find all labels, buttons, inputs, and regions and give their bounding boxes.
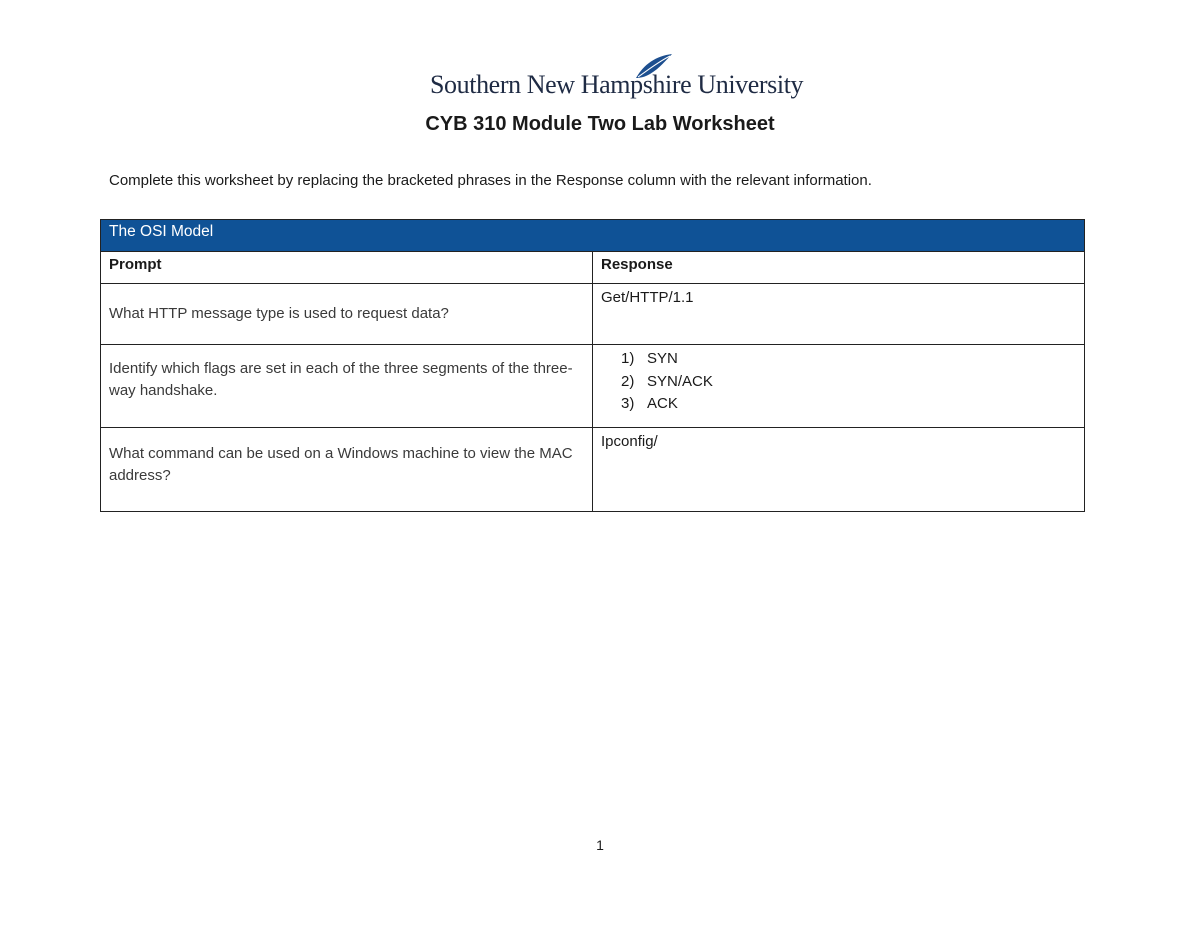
section-title: The OSI Model (101, 220, 1085, 252)
university-name: Southern New Hampshire University (430, 70, 804, 99)
table-row (101, 345, 1085, 428)
column-header-response: Response (593, 252, 1085, 284)
response-cell[interactable]: Get/HTTP/1.1 (593, 284, 1085, 345)
response-cell[interactable]: Ipconfig/ (593, 428, 1085, 512)
response-cell[interactable] (593, 345, 1085, 428)
response-list (601, 348, 1076, 416)
list-item-text: SYN (647, 350, 678, 367)
column-header-row (101, 252, 1085, 284)
list-item-number: 2) (621, 372, 635, 390)
list-item (621, 348, 1076, 371)
document-title: CYB 310 Module Two Lab Worksheet (425, 113, 775, 135)
table-row (101, 284, 1085, 345)
prompt-cell: Identify which flags are set in each of the three segments of the three-way handshake. (101, 345, 593, 428)
page-number: 1 (596, 837, 604, 853)
section-header-row (101, 220, 1085, 252)
column-header-prompt: Prompt (101, 252, 593, 284)
instructions-text: Complete this worksheet by replacing the bracketed phrases in the Response column with the relevant information. (109, 172, 872, 189)
table-row (101, 428, 1085, 512)
list-item (621, 393, 1076, 416)
worksheet-table (100, 219, 1085, 512)
list-item-text: SYN/ACK (647, 372, 713, 390)
university-logo (430, 52, 804, 104)
list-item-number: 1) (621, 350, 635, 367)
prompt-cell: What HTTP message type is used to request data? (101, 284, 593, 345)
list-item (621, 371, 1076, 394)
prompt-cell: What command can be used on a Windows machine to view the MAC address? (101, 428, 593, 512)
list-item-number: 3) (621, 395, 635, 412)
list-item-text: ACK (647, 395, 678, 412)
